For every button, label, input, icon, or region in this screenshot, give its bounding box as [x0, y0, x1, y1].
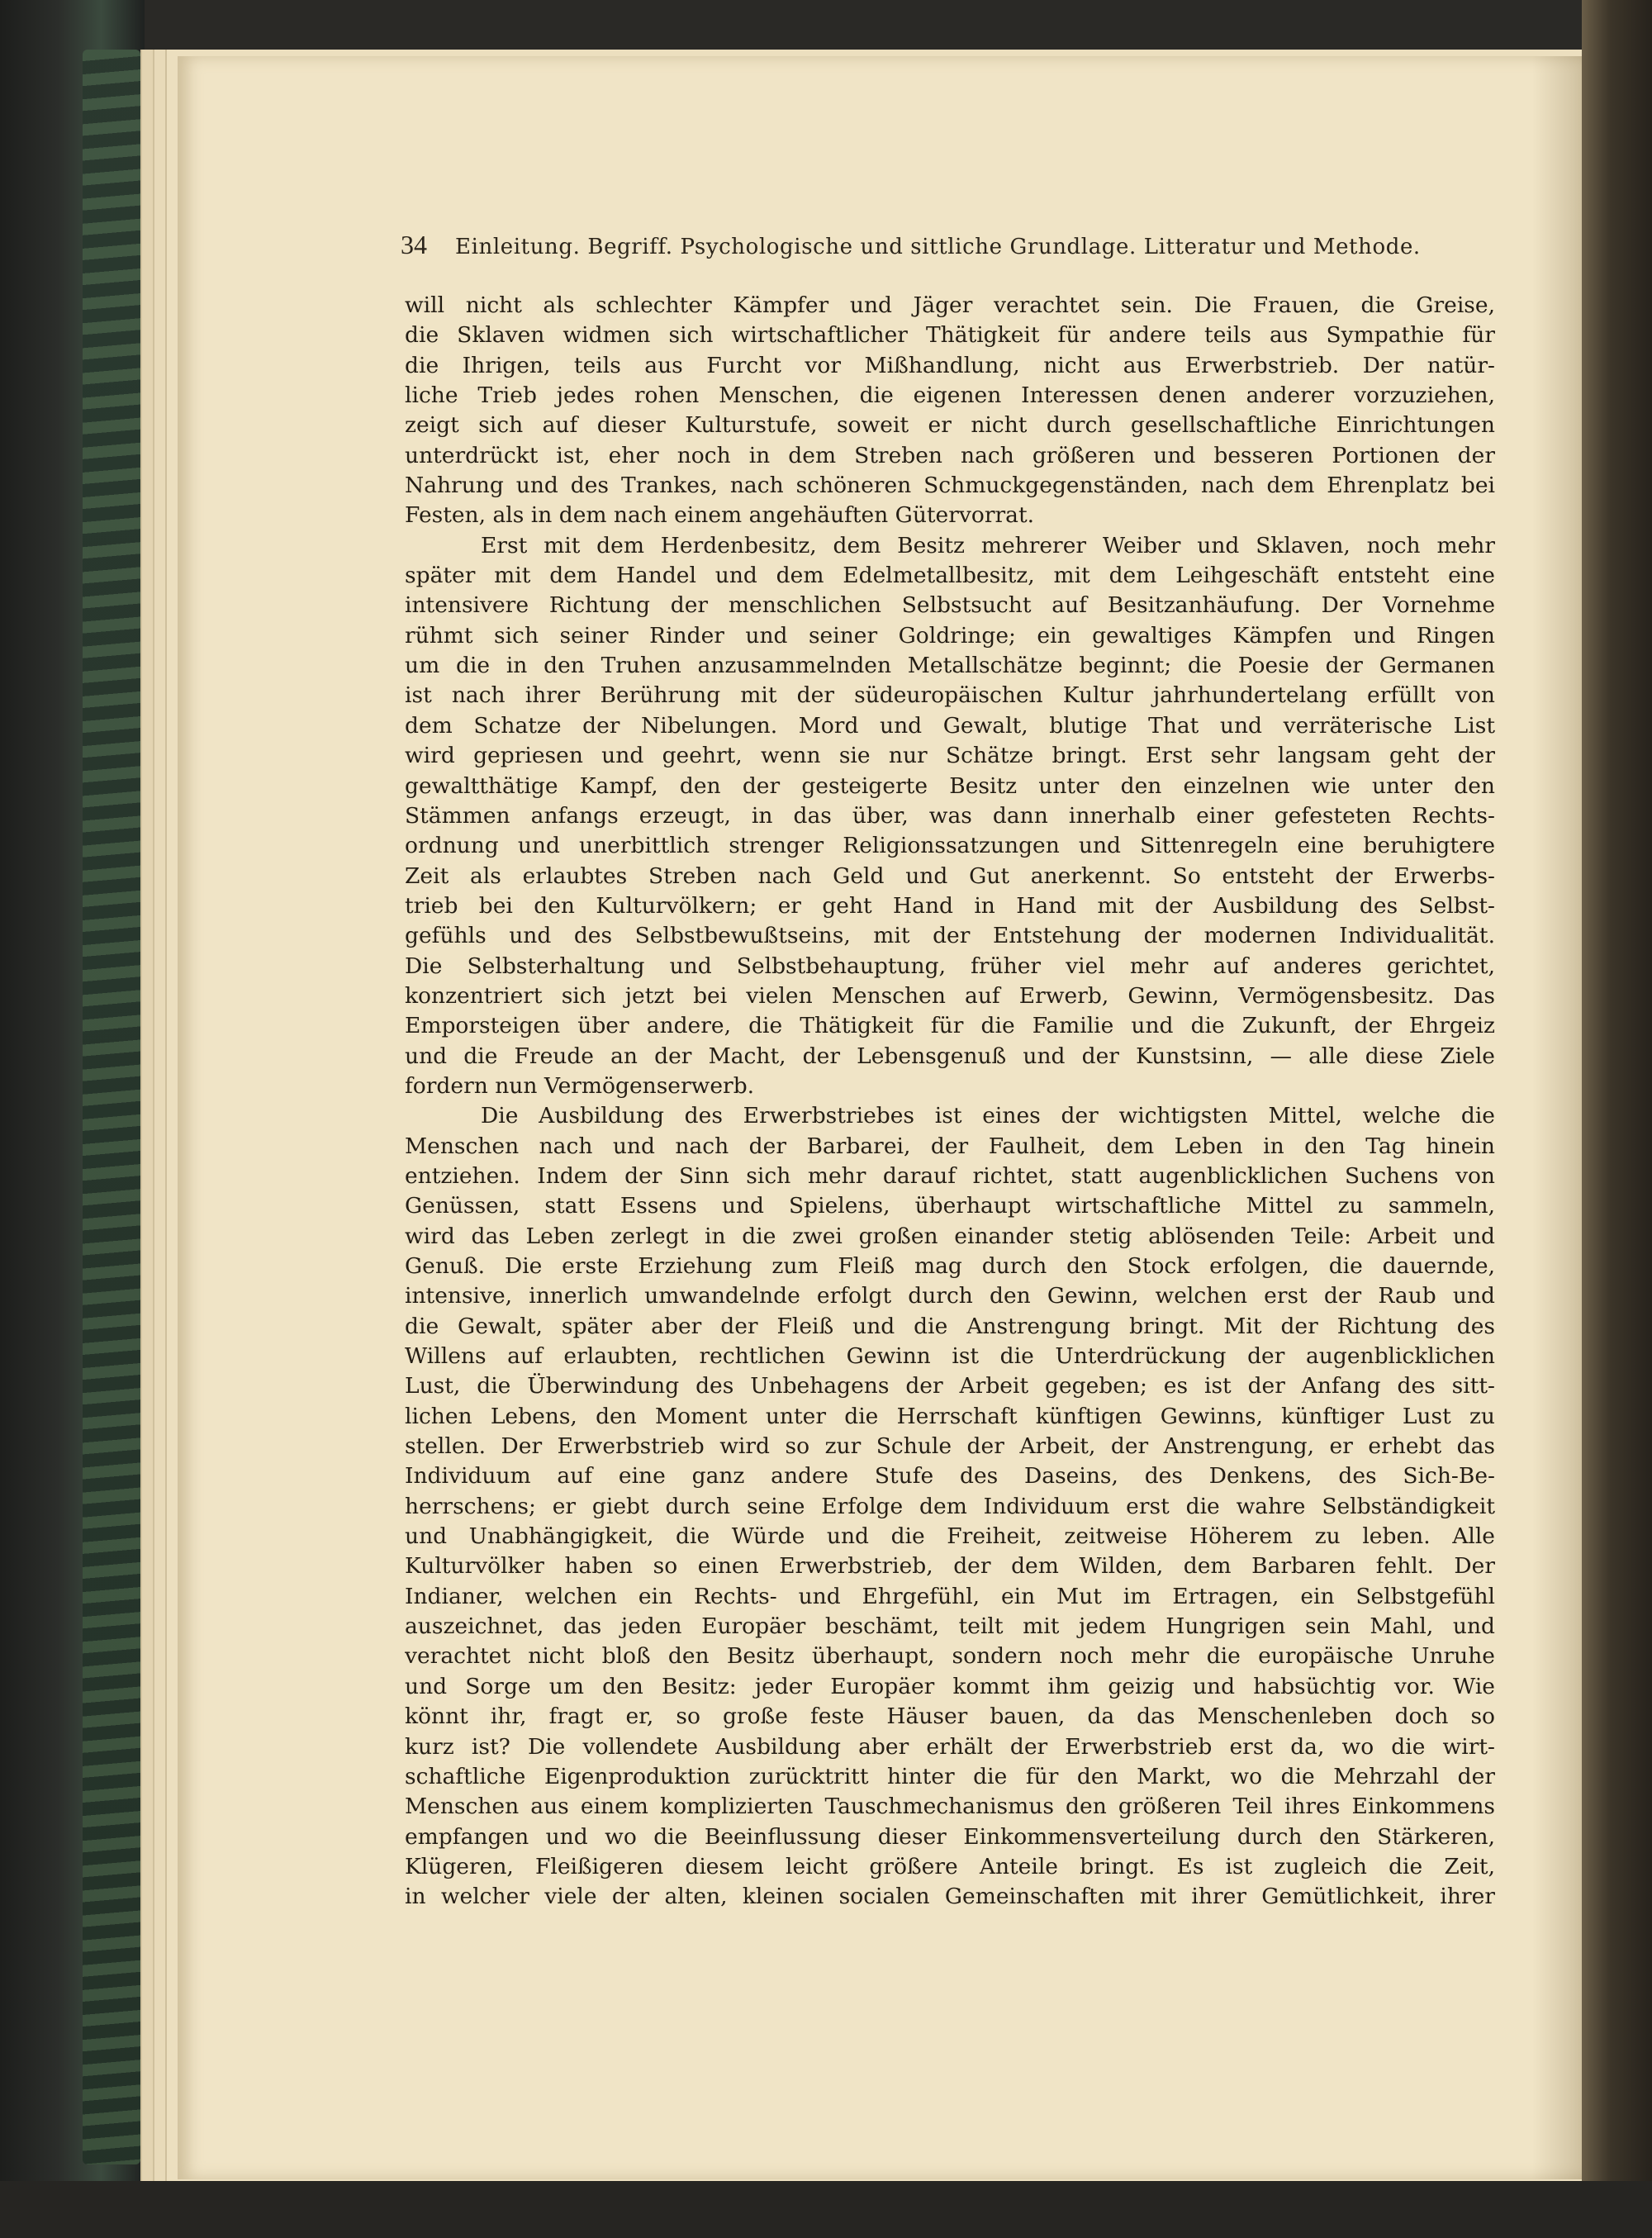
- text-line: Erst mit dem Herdenbesitz, dem Besitz mehrerer Weiber und Sklaven, noch mehr: [481, 532, 1495, 558]
- text-line: Genuß. Die erste Erziehung zum Fleiß mag durch den Stock erfolgen, die dauernde,: [405, 1253, 1495, 1279]
- text-line: zeigt sich auf dieser Kulturstufe, soweit er nicht durch gesellschaftliche Einrichtungen: [405, 412, 1495, 439]
- scan-background-bottom: [0, 2181, 1652, 2238]
- running-head: Einleitung. Begriff. Psychologische und sittliche Grundlage. Litteratur und Methode.: [455, 235, 1421, 259]
- text-line: trieb bei den Kulturvölkern; er geht Hand in Hand mit der Ausbildung des Selbst-: [405, 892, 1495, 919]
- text-line: auszeichnet, das jeden Europäer beschämt, teilt mit jedem Hungrigen sein Mahl, und: [405, 1613, 1495, 1640]
- text-line: Zeit als erlaubtes Streben nach Geld und Gut anerkennt. So entsteht der Erwerbs-: [405, 862, 1495, 889]
- text-line: schaftliche Eigenproduktion zurücktritt hinter die für den Markt, wo die Mehrzahl der: [405, 1763, 1495, 1789]
- text-line: unterdrückt ist, eher noch in dem Streben nach größeren und besseren Portionen der: [405, 442, 1495, 468]
- text-line: konzentriert sich jetzt bei vielen Menschen auf Erwerb, Gewinn, Vermögensbesitz. Das: [405, 982, 1495, 1009]
- text-line: gewaltthätige Kampf, den der gesteigerte Besitz unter den einzelnen wie unter den: [405, 772, 1495, 799]
- text-line: liche Trieb jedes rohen Menschen, die eigenen Interessen denen anderer vorzuziehen,: [405, 383, 1495, 409]
- scan-background-top: [0, 0, 1652, 51]
- text-line: herrschens; er giebt durch seine Erfolge dem Individuum erst die wahre Selbständigkeit: [405, 1493, 1495, 1519]
- text-line: entziehen. Indem der Sinn sich mehr darauf richtet, statt augenblicklichen Suchens von: [405, 1162, 1495, 1189]
- binding-marbled-edge: [83, 50, 140, 2164]
- text-line: Festen, als in dem nach einem angehäuften Gütervorrat.: [405, 502, 1035, 529]
- text-line: Genüssen, statt Essens und Spielens, überhaupt wirtschaftliche Mittel zu sammeln,: [405, 1193, 1495, 1219]
- text-line: will nicht als schlechter Kämpfer und Jäger verachtet sein. Die Frauen, die Greise,: [405, 292, 1495, 318]
- text-line: Willens auf erlaubten, rechtlichen Gewinn ist die Unterdrückung der augenblicklichen: [405, 1343, 1495, 1370]
- text-line: ist nach ihrer Berührung mit der südeuropäischen Kultur jahrhundertelang erfüllt von: [405, 682, 1495, 709]
- text-line: Nahrung und des Trankes, nach schöneren Schmuckgegenständen, nach dem Ehrenplatz bei: [405, 473, 1495, 499]
- text-line: und Unabhängigkeit, die Würde und die Freiheit, zeitweise Höherem zu leben. Alle: [405, 1523, 1495, 1550]
- text-line: um die in den Truhen anzusammelnden Metallschätze beginnt; die Poesie der Germanen: [405, 653, 1495, 679]
- text-line: lichen Lebens, den Moment unter die Herrschaft künftigen Gewinns, künftiger Lust zu: [405, 1403, 1495, 1429]
- page-number: 34: [401, 230, 427, 259]
- book-binding: [0, 0, 145, 2238]
- text-line: Menschen aus einem komplizierten Tauschmechanismus den größeren Teil ihres Einkommens: [405, 1794, 1495, 1820]
- text-line: Die Ausbildung des Erwerbstriebes ist eines der wichtigsten Mittel, welche die: [481, 1103, 1495, 1129]
- text-line: Menschen nach und nach der Barbarei, der Faulheit, dem Leben in den Tag hinein: [405, 1133, 1495, 1159]
- text-line: Stämmen anfangs erzeugt, in das über, was dann innerhalb einer gefesteten Rechts-: [405, 802, 1495, 829]
- text-line: Emporsteigen über andere, die Thätigkeit für die Familie und die Zukunft, der Ehrgeiz: [405, 1013, 1495, 1039]
- page-shadow: [1532, 56, 1582, 2179]
- text-line: ordnung und unerbittlich strenger Religionssatzungen und Sittenregeln eine beruhigtere: [405, 833, 1495, 859]
- body-text: [405, 291, 1495, 1942]
- text-line: die Gewalt, später aber der Fleiß und die Anstrengung bringt. Mit der Richtung des: [405, 1313, 1495, 1339]
- text-line: Kulturvölker haben so einen Erwerbstrieb, der dem Wilden, dem Barbaren fehlt. Der: [405, 1553, 1495, 1580]
- text-line: empfangen und wo die Beeinflussung dieser Einkommensverteilung durch den Stärkeren,: [405, 1823, 1495, 1850]
- text-line: kurz ist? Die vollendete Ausbildung aber erhält der Erwerbstrieb erst da, wo die wirt-: [405, 1733, 1495, 1760]
- text-line: Klügeren, Fleißigeren diesem leicht größere Anteile bringt. Es ist zugleich die Zeit,: [405, 1853, 1495, 1879]
- text-line: dem Schatze der Nibelungen. Mord und Gewalt, blutige That und verräterische List: [405, 712, 1495, 739]
- text-line: intensivere Richtung der menschlichen Selbstsucht auf Besitzanhäufung. Der Vornehme: [405, 592, 1495, 619]
- text-line: stellen. Der Erwerbstrieb wird so zur Schule der Arbeit, der Anstrengung, er erhebt das: [405, 1433, 1495, 1460]
- text-line: wird gepriesen und geehrt, wenn sie nur Schätze bringt. Erst sehr langsam geht der: [405, 743, 1495, 769]
- text-line: die Sklaven widmen sich wirtschaftlicher Thätigkeit für andere teils aus Sympathie für: [405, 322, 1495, 349]
- text-line: und Sorge um den Besitz: jeder Europäer kommt ihm geizig und habsüchtig vor. Wie: [405, 1673, 1495, 1699]
- text-line: fordern nun Vermögenserwerb.: [405, 1072, 755, 1099]
- text-line: die Ihrigen, teils aus Furcht vor Mißhandlung, nicht aus Erwerbstrieb. Der natür-: [405, 352, 1495, 378]
- text-line: rühmt sich seiner Rinder und seiner Goldringe; ein gewaltiges Kämpfen und Ringen: [405, 622, 1495, 649]
- text-line: verachtet nicht bloß den Besitz überhaupt, sondern noch mehr die europäische Unruhe: [405, 1643, 1495, 1670]
- text-line: Die Selbsterhaltung und Selbstbehauptung, früher viel mehr auf anderes gerichtet,: [405, 953, 1495, 979]
- text-line: könnt ihr, fragt er, so große feste Häuser bauen, da das Menschenleben doch so: [405, 1703, 1495, 1730]
- text-line: später mit dem Handel und dem Edelmetallbesitz, mit dem Leihgeschäft entsteht eine: [405, 563, 1495, 589]
- page-header: [401, 230, 1491, 271]
- text-line: gefühls und des Selbstbewußtseins, mit der Entstehung der modernen Individualität.: [405, 923, 1495, 949]
- text-line: in welcher viele der alten, kleinen socialen Gemeinschaften mit ihrer Gemütlichkeit, ihrer: [405, 1884, 1495, 1910]
- text-line: und die Freude an der Macht, der Lebensgenuß und der Kunstsinn, — alle diese Ziele: [405, 1043, 1495, 1069]
- text-line: Individuum auf eine ganz andere Stufe des Daseins, des Denkens, des Sich-Be-: [405, 1463, 1495, 1490]
- text-line: intensive, innerlich umwandelnde erfolgt durch den Gewinn, welchen erst der Raub und: [405, 1283, 1495, 1309]
- scan-background-right: [1582, 0, 1652, 2238]
- text-line: Lust, die Überwindung des Unbehagens der Arbeit gegeben; es ist der Anfang des sitt-: [405, 1373, 1495, 1399]
- text-line: wird das Leben zerlegt in die zwei großen einander stetig ablösenden Teile: Arbeit und: [405, 1223, 1495, 1249]
- text-line: [405, 1913, 1495, 1942]
- text-line: Indianer, welchen ein Rechts- und Ehrgefühl, ein Mut im Ertragen, ein Selbstgefühl: [405, 1583, 1495, 1609]
